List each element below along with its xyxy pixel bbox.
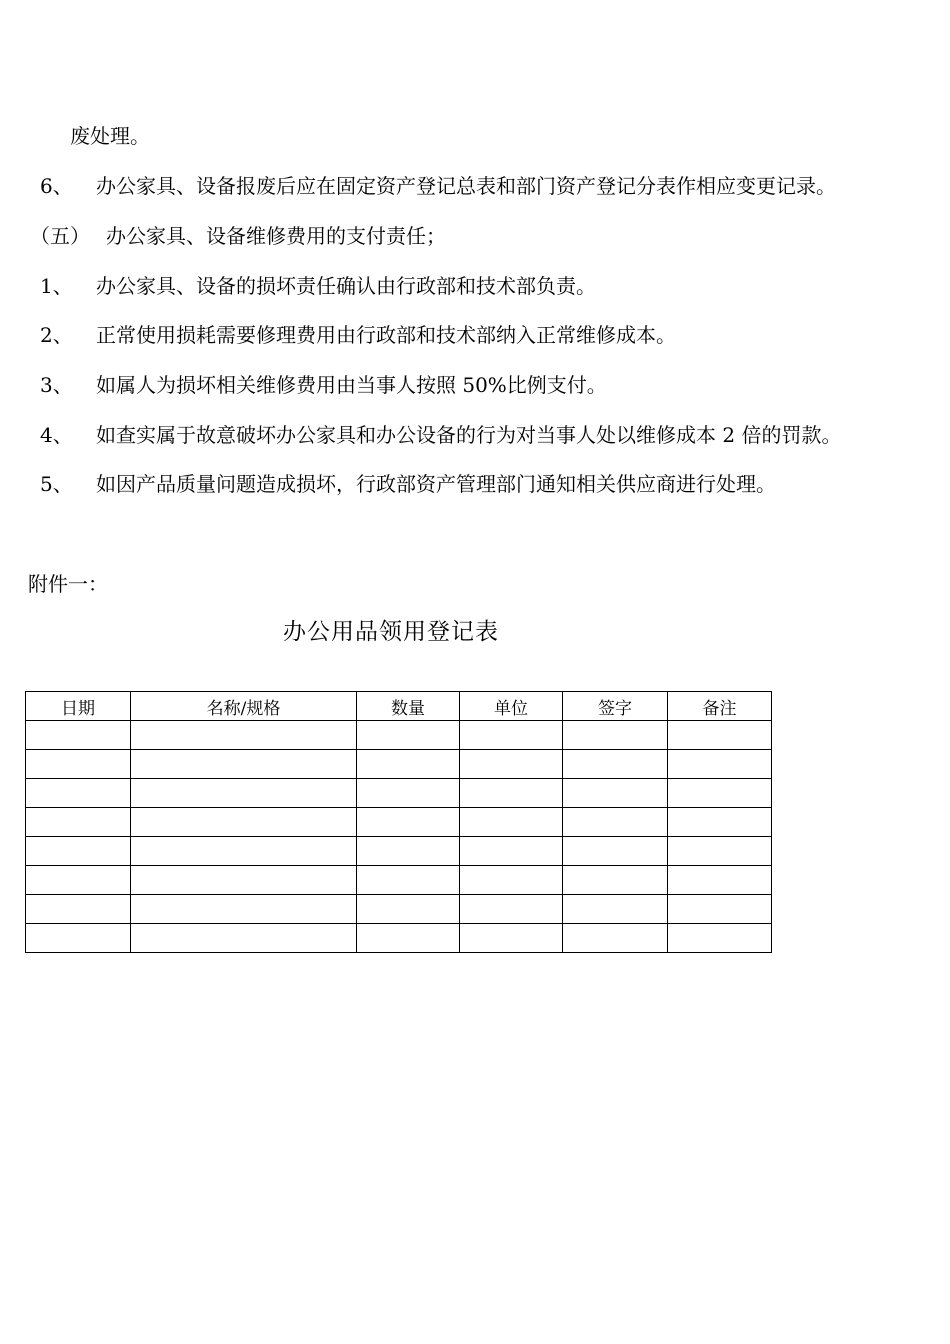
table-cell xyxy=(357,895,460,924)
item-text-1: 办公家具、设备的损坏责任确认由行政部和技术部负责。 xyxy=(96,274,596,298)
table-cell xyxy=(357,721,460,750)
table-cell xyxy=(460,924,563,953)
table-cell xyxy=(131,808,357,837)
table-cell xyxy=(131,895,357,924)
table-cell xyxy=(357,924,460,953)
table-cell xyxy=(131,866,357,895)
table-cell xyxy=(668,895,772,924)
header-name-spec: 名称/规格 xyxy=(131,692,357,721)
table-cell xyxy=(26,895,131,924)
section-number-5: （五） xyxy=(30,224,90,248)
table-cell xyxy=(563,808,668,837)
table-cell xyxy=(668,721,772,750)
paragraph-continuation: 废处理。 xyxy=(70,124,150,148)
table-cell xyxy=(668,924,772,953)
table-row xyxy=(26,750,772,779)
table-cell xyxy=(563,779,668,808)
table-cell xyxy=(563,837,668,866)
table-cell xyxy=(131,750,357,779)
table-cell xyxy=(26,924,131,953)
registration-table xyxy=(25,691,772,953)
table-cell xyxy=(668,750,772,779)
table-row xyxy=(26,924,772,953)
table-cell xyxy=(131,837,357,866)
table-cell xyxy=(563,895,668,924)
table-cell xyxy=(668,866,772,895)
item-number-2: 2、 xyxy=(40,323,73,347)
item-number-3: 3、 xyxy=(40,373,73,397)
table-cell xyxy=(563,924,668,953)
table-cell xyxy=(460,837,563,866)
table-row xyxy=(26,721,772,750)
table-row xyxy=(26,808,772,837)
table-body xyxy=(26,721,772,953)
header-date: 日期 xyxy=(26,692,131,721)
table-cell xyxy=(460,808,563,837)
table-cell xyxy=(357,779,460,808)
item-text-4: 如查实属于故意破坏办公家具和办公设备的行为对当事人处以维修成本 2 倍的罚款。 xyxy=(96,423,842,447)
table-row xyxy=(26,866,772,895)
table-cell xyxy=(26,866,131,895)
item-number-4: 4、 xyxy=(40,423,73,447)
table-cell xyxy=(26,808,131,837)
table-cell xyxy=(357,808,460,837)
table-cell xyxy=(357,866,460,895)
header-quantity: 数量 xyxy=(357,692,460,721)
table-cell xyxy=(357,750,460,779)
item-text-2: 正常使用损耗需要修理费用由行政部和技术部纳入正常维修成本。 xyxy=(96,323,676,347)
table-cell xyxy=(460,750,563,779)
table-cell xyxy=(357,837,460,866)
table-cell xyxy=(668,837,772,866)
table-cell xyxy=(131,721,357,750)
table-cell xyxy=(26,750,131,779)
item-text-5: 如因产品质量问题造成损坏，行政部资产管理部门通知相关供应商进行处理。 xyxy=(96,472,776,496)
table-cell xyxy=(460,895,563,924)
table-row xyxy=(26,895,772,924)
header-unit: 单位 xyxy=(460,692,563,721)
item-number-5: 5、 xyxy=(40,472,73,496)
table-cell xyxy=(460,779,563,808)
item-number-1: 1、 xyxy=(40,274,73,298)
item-text-6: 办公家具、设备报废后应在固定资产登记总表和部门资产登记分表作相应变更记录。 xyxy=(96,174,836,198)
table-cell xyxy=(131,924,357,953)
table-cell xyxy=(26,779,131,808)
table-cell xyxy=(460,721,563,750)
item-number-6: 6、 xyxy=(40,174,73,198)
item-text-3: 如属人为损坏相关维修费用由当事人按照 50%比例支付。 xyxy=(96,373,607,397)
header-signature: 签字 xyxy=(563,692,668,721)
table-cell xyxy=(131,779,357,808)
table-header-row xyxy=(26,692,772,721)
table-cell xyxy=(26,837,131,866)
table-cell xyxy=(563,750,668,779)
table-cell xyxy=(668,779,772,808)
section-heading-5: 办公家具、设备维修费用的支付责任； xyxy=(106,224,446,248)
table-cell xyxy=(668,808,772,837)
table-cell xyxy=(460,866,563,895)
table-cell xyxy=(563,721,668,750)
form-title: 办公用品领用登记表 xyxy=(283,619,499,645)
table-cell xyxy=(26,721,131,750)
header-remarks: 备注 xyxy=(668,692,772,721)
attachment-label: 附件一： xyxy=(28,572,108,596)
table-cell xyxy=(563,866,668,895)
table-row xyxy=(26,779,772,808)
table-row xyxy=(26,837,772,866)
